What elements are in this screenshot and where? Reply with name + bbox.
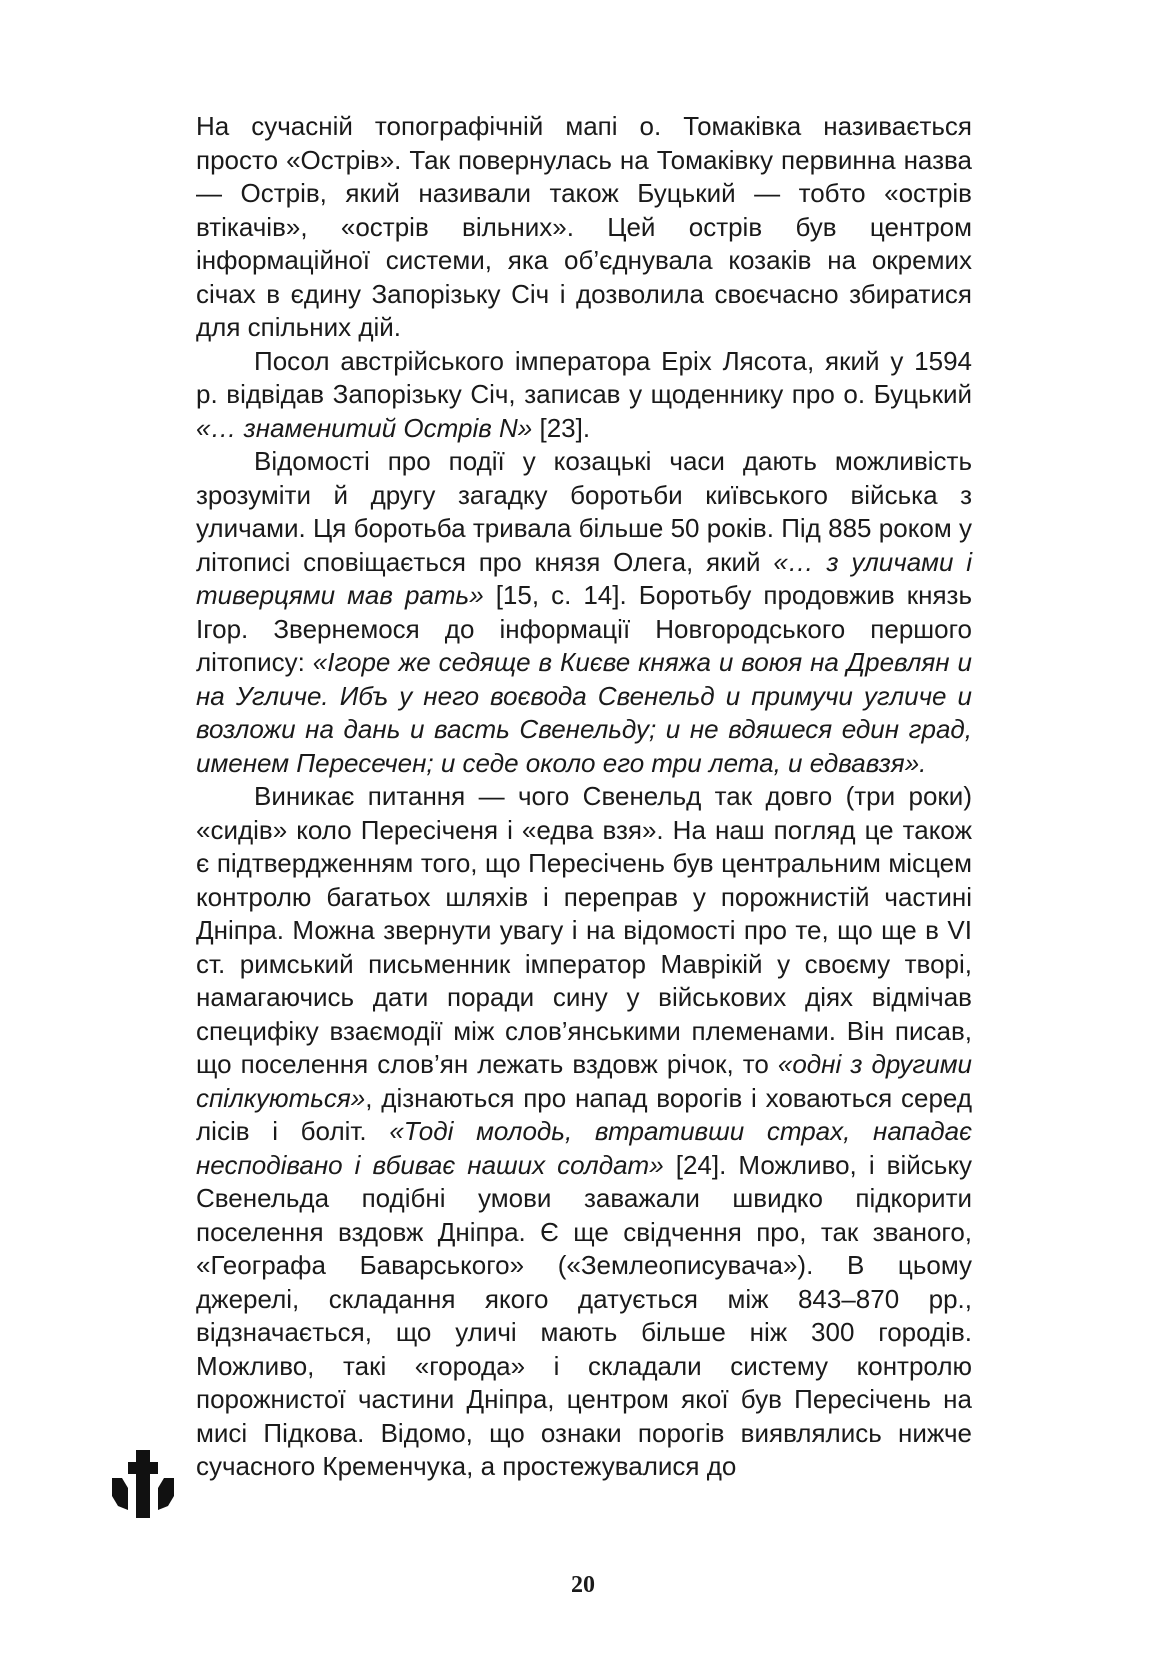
trident-ornament-icon bbox=[112, 1448, 174, 1520]
text-run: Відомості про події у козацькі часи дають можливість зрозуміти й другу загадку боротьби київського війська з уличами. Ця боротьба тривала більше 50 років. Під 885 роком у літописі сповіщається про князя Олега, який bbox=[196, 446, 972, 577]
quotation: «одні з другими спілкуються» bbox=[196, 1049, 972, 1113]
paragraph bbox=[196, 780, 972, 1484]
body-text bbox=[196, 110, 972, 1484]
quotation: «… знаменитий Острів N» bbox=[196, 412, 533, 443]
text-run: Виникає питання — чого Свенельд так довго (три роки) «сидів» коло Пересіченя і «едва взя». На наш погляд це також є підтвердженням того, що Пересічень був центральним місцем контролю багатьох шляхів і переправ у порожнистій частині Дніпра. Можна звернути увагу і на відомості про те, що ще в VI ст. римський письменник імператор Маврікій у своєму творі, намагаючись дати поради сину у військових діях відмічав специфіку взаємодії між слов’янськими племенами. Він писав, що поселення слов’ян лежать вздовж річок, то bbox=[196, 781, 972, 1079]
paragraph bbox=[196, 445, 972, 780]
text-run: [15, с. 14]. Боротьбу продовжив князь Ігор. Звернемося до інформації Новгородського першого літопису: bbox=[196, 580, 972, 677]
paragraph bbox=[196, 110, 972, 345]
paragraph bbox=[196, 345, 972, 446]
text-run: Посол австрійського імператора Еріх Лясота, який у 1594 р. відвідав Запорізьку Січ, записав у щоденнику про о. Буцький bbox=[196, 345, 972, 409]
quotation: «Тоді молодь, втративши страх, нападає несподівано і вбиває наших солдат» bbox=[196, 1116, 972, 1180]
text-run: [24]. Можливо, і війську Свенельда подібні умови заважали швидко підкорити поселення вздовж Дніпра. Є ще свідчення про, так званого, «Географа Баварського» («Землеописувача»). В цьому джерелі, складання якого датується між 843–870 рр., відзначається, що уличі мають більше ніж 300 городів. Можливо, такі «города» і складали систему контролю порожнистої частини Дніпра, центром якої був Пересічень на мисі Підкова. Відомо, що ознаки порогів виявлялись нижче сучасного Кременчука, а простежувалися до bbox=[196, 1149, 972, 1481]
text-run: , дізнаються про напад ворогів і ховаються серед лісів і боліт. bbox=[196, 1082, 972, 1146]
text-run: [23]. bbox=[532, 412, 591, 443]
text-run: На сучасній топографічній мапі о. Томаківка називається просто «Острів». Так повернулась на Томаківку первинна назва — Острів, який називали також Буцький — тобто «острів втікачів», «острів вільних». Цей острів був центром інформаційної системи, яка об’єднувала козаків на окремих січах в єдину Запорізьку Січ і дозволила своєчасно збиратися для спільних дій. bbox=[196, 111, 972, 342]
quotation: «… з уличами і тиверцями мав рать» bbox=[196, 546, 972, 610]
quotation: «Ігоре же седяще в Києве княжа и воюя на Древлян и на Угличе. Ибъ у него воєвода Свенельд и примучи угличе и возложи на дань и васть Свенельду; и не вдяшеся един град, именем Пересечен; и седе около его три лета, и едвавзя». bbox=[196, 647, 972, 778]
page-number: 20 bbox=[571, 1572, 595, 1598]
